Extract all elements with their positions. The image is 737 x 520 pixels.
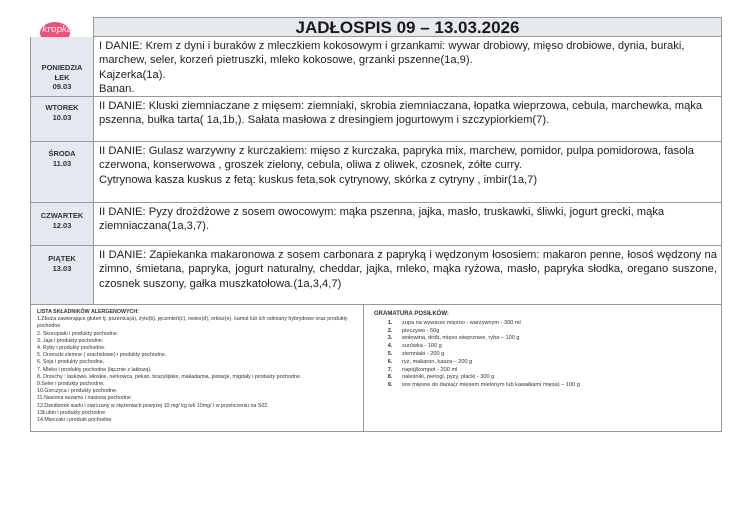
menu-cell <box>94 142 721 202</box>
allergen-item: 11.Nasiona sezamu i nasiona pochodne <box>37 395 131 402</box>
allergen-list-header: LISTA SKŁADNIKÓW ALERGENOWYCH: <box>37 309 139 315</box>
day-date: 09.03 <box>52 82 72 91</box>
page-title: JADŁOSPIS 09 – 13.03.2026 <box>93 17 722 37</box>
portion-item: 5. ziemniaki - 200 g <box>394 351 721 359</box>
allergen-item: 5. Orzeszki ziemne ( arachidowe) i produkty pochodne. <box>37 352 167 359</box>
allergen-item: 7. Mleko i produkty pochodne (łącznie z laktozą). <box>37 366 152 373</box>
allergen-item: 12.Dwutlenek siarki i siarczany w stężeniach powyżej 10 mg/ kg lub 10mg/ l w przeliczeniu na S02. <box>37 402 269 409</box>
menu-line: II DANIE: Pyzy drożdżowe z sosem owocowym: mąka pszenna, jajka, masło, truskawki, śliwki, jogurt grecki, mąka ziemniaczana(1a,3,7). <box>99 206 665 233</box>
portion-list <box>374 320 721 390</box>
logo-text: kropka <box>42 25 72 35</box>
menu-table <box>30 37 722 305</box>
allergen-item: 9.Seler i produkty pochodne. <box>37 381 105 388</box>
portion-item: 9. sos mięsne do dania(z mięsem mielonym lub kawałkami mięsa) – 100 g <box>394 382 721 390</box>
allergen-item: 8. Orzechy : laskowe, włoskie, nerkowca, pekan, brazylijskie, makadamia, pistacje, migdały i produkty pochodne. <box>37 373 302 380</box>
portion-item: 1. zupa na wywarze mięsno - warzywnym - 300 ml <box>394 320 721 328</box>
allergen-item: 1.Zboża zawierające gluten tj. pszenica(a), żyto(b), jęczmień(c), owies(d), orkisz(e), kamut lub ich odmiany hybrydowe oraz produkty pochodne <box>37 316 348 330</box>
portion-item: 7. napój/kompot - 200 ml <box>394 367 721 375</box>
allergen-item: 2. Skorupiaki i produkty pochodne. <box>37 330 119 337</box>
allergen-item: 14.Mięczaki i produkt pochodne <box>37 417 112 424</box>
day-name: PIĄTEK <box>48 254 76 263</box>
allergen-item: 6. Soja i produkty pochodne. <box>37 359 105 366</box>
allergen-list <box>31 305 364 431</box>
day-date: 10.03 <box>52 112 72 122</box>
menu-line: II DANIE: Kluski ziemniaczane z mięsem: ziemniaki, skrobia ziemniaczana, łopatka wieprzowa, cebula, marchewka, mąka pszenna, bułka tarta( 1a,1b,). Sałata masłowa z dresingiem jogurtowym i szczypiorkiem(7). <box>99 100 703 127</box>
portion-item: 3. wołowina, drób, mięso wieprzowe, ryba – 100 g <box>394 335 721 343</box>
day-date: 12.03 <box>52 220 72 230</box>
menu-row-friday <box>31 246 721 305</box>
menu-line: Cytrynowa kasza kuskus z fetą: kuskus feta,sok cytrynowy, skórka z cytryny , imbir(1a,7) <box>99 173 538 186</box>
portion-item: 6. ryż, makaron, kasza – 200 g <box>394 359 721 367</box>
allergen-item: 4. Ryby i produkty pochodne. <box>37 345 106 352</box>
day-cell <box>31 97 94 141</box>
portion-item: 4. surówka - 100 g <box>394 343 721 351</box>
menu-cell <box>94 246 721 304</box>
allergen-item: 13Łubin i produkty pochodne <box>37 409 106 416</box>
day-cell <box>31 246 94 304</box>
day-date: 13.03 <box>52 263 72 273</box>
menu-row-tuesday <box>31 97 721 142</box>
day-date: 11.03 <box>52 158 72 168</box>
portion-item: 8. naleśniki, pierogi, pyzy, placki - 300 g <box>394 374 721 382</box>
menu-line: II DANIE: Zapiekanka makaronowa z sosem carbonara z papryką i wędzonym łososiem: makaron penne, łosoś wędzony na zimno, śmietana, papryka, jogurt naturalny, cheddar, jajka, mleko, mąka ryżowa, masło, papryka słodka, oregano suszone, czosnek suszony, gałka muszkatołowa.(1a,3,4,7) <box>99 249 717 290</box>
portion-sizes <box>364 305 721 431</box>
menu-cell <box>94 37 721 96</box>
menu-cell <box>94 203 721 245</box>
day-name: CZWARTEK <box>40 211 84 220</box>
day-name: WTOREK <box>45 103 79 112</box>
allergen-item: 10.Gorczyca i produkty pochodne. <box>37 388 118 395</box>
menu-cell <box>94 97 721 141</box>
day-name: ŚRODA <box>48 149 76 158</box>
portion-item: 2. pieczywo - 50g <box>394 328 721 336</box>
menu-line: Kajzerka(1a). <box>99 68 166 81</box>
menu-line: I DANIE: Krem z dyni i buraków z mleczkiem kokosowym i grzankami: wywar drobiowy, mięso drobiowe, dynia, buraki, marchew, seler, korzeń pietruszki, mleko kokosowe, grzanki pszenne(1a,9). <box>99 40 685 67</box>
menu-row-wednesday <box>31 142 721 203</box>
portion-sizes-header: GRAMATURA POSIŁKÓW: <box>374 311 449 317</box>
menu-row-thursday <box>31 203 721 246</box>
menu-row-monday <box>31 37 721 97</box>
day-name: PONIEDZIA <box>41 63 83 72</box>
day-cell <box>31 37 94 96</box>
menu-line: II DANIE: Gulasz warzywny z kurczakiem: mięso z kurczaka, papryka mix, marchew, pomidor, pulpa pomidorowa, fasola czerwona, konserwowa , groszek zielony, cebula, oliwa z oliwek, czosnek, zółte curry. <box>99 145 695 172</box>
footer-info <box>30 305 722 432</box>
day-name-cont: ŁEK <box>54 72 70 82</box>
allergen-item: 3. Jaja i produkty pochodne. <box>37 337 104 344</box>
menu-line: Banan. <box>99 83 135 96</box>
day-cell <box>31 203 94 245</box>
day-cell <box>31 142 94 202</box>
